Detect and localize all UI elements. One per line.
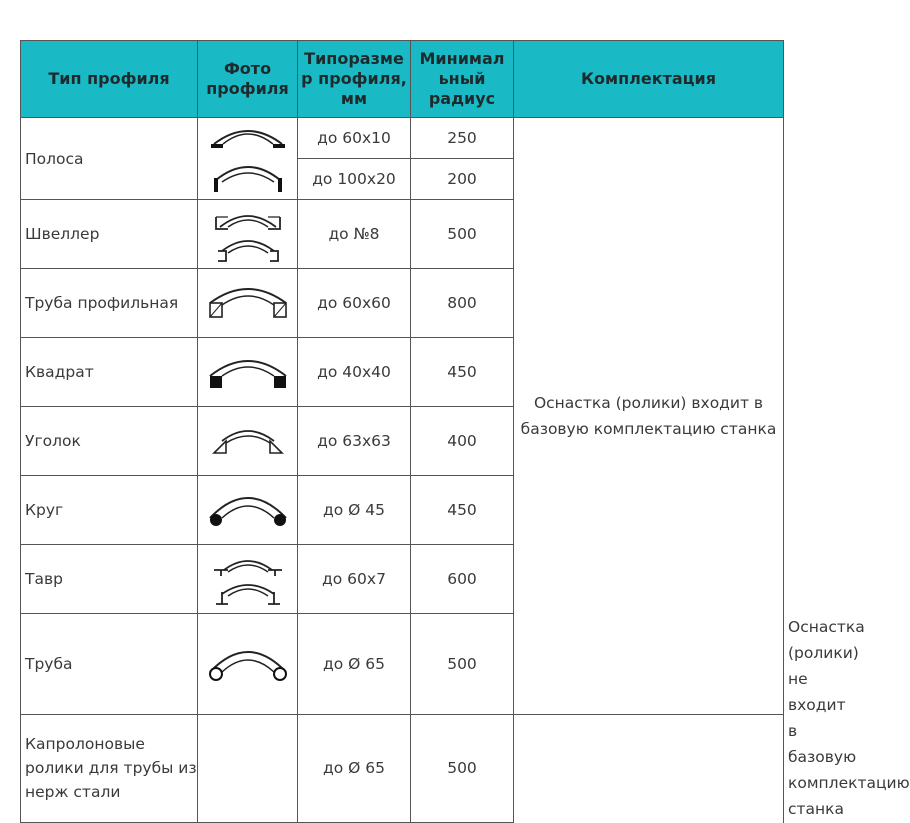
row-size: до Ø 65 [298, 714, 411, 822]
kit-included: Оснастка (ролики) входит в базовую комплектацию станка [514, 118, 784, 715]
row-size: до 60x10 [298, 118, 411, 159]
row-name: Тавр [21, 545, 198, 614]
row-radius: 200 [411, 159, 514, 200]
row-size: до 40x40 [298, 338, 411, 407]
row-name: Труба профильная [21, 269, 198, 338]
header-photo: Фото профиля [198, 41, 298, 118]
header-type: Тип профиля [21, 41, 198, 118]
row-radius: 500 [411, 714, 514, 822]
row-name: Швеллер [21, 200, 198, 269]
table-row [21, 118, 784, 159]
row-radius: 250 [411, 118, 514, 159]
table-row: Труба до Ø 65 500 Оснастка (ролики) не входит в базовую комплектацию станка [21, 614, 784, 715]
row-size: до 63x63 [298, 407, 411, 476]
row-radius: 450 [411, 338, 514, 407]
channel-profile-icon [198, 200, 298, 269]
profile-table [20, 40, 910, 823]
header-size: Типоразме р профиля, мм [298, 41, 411, 118]
round-tube-profile-icon [198, 614, 298, 715]
row-radius: 400 [411, 407, 514, 476]
row-photo-empty [198, 714, 298, 822]
row-name: Круг [21, 476, 198, 545]
row-name: Труба [21, 614, 198, 715]
header-radius: Минимал ьный радиус [411, 41, 514, 118]
row-radius: 450 [411, 476, 514, 545]
header-row [21, 41, 784, 118]
round-bar-profile-icon [198, 476, 298, 545]
row-name: Капролоновые ролики для трубы из нерж стали [21, 714, 198, 822]
strip-profile-icon [198, 118, 298, 200]
row-name: Полоса [21, 118, 198, 200]
row-size: до 60x60 [298, 269, 411, 338]
row-size: до 60x7 [298, 545, 411, 614]
table-row [21, 714, 784, 822]
row-radius: 500 [411, 614, 514, 715]
row-size: до 100x20 [298, 159, 411, 200]
row-size: до Ø 65 [298, 614, 411, 715]
row-name: Квадрат [21, 338, 198, 407]
header-kit: Комплектация [514, 41, 784, 118]
tee-profile-icon [198, 545, 298, 614]
row-name: Уголок [21, 407, 198, 476]
row-size: до №8 [298, 200, 411, 269]
angle-profile-icon [198, 407, 298, 476]
row-radius: 500 [411, 200, 514, 269]
row-radius: 600 [411, 545, 514, 614]
rectangular-tube-profile-icon [198, 269, 298, 338]
row-size: до Ø 45 [298, 476, 411, 545]
square-bar-profile-icon [198, 338, 298, 407]
row-radius: 800 [411, 269, 514, 338]
